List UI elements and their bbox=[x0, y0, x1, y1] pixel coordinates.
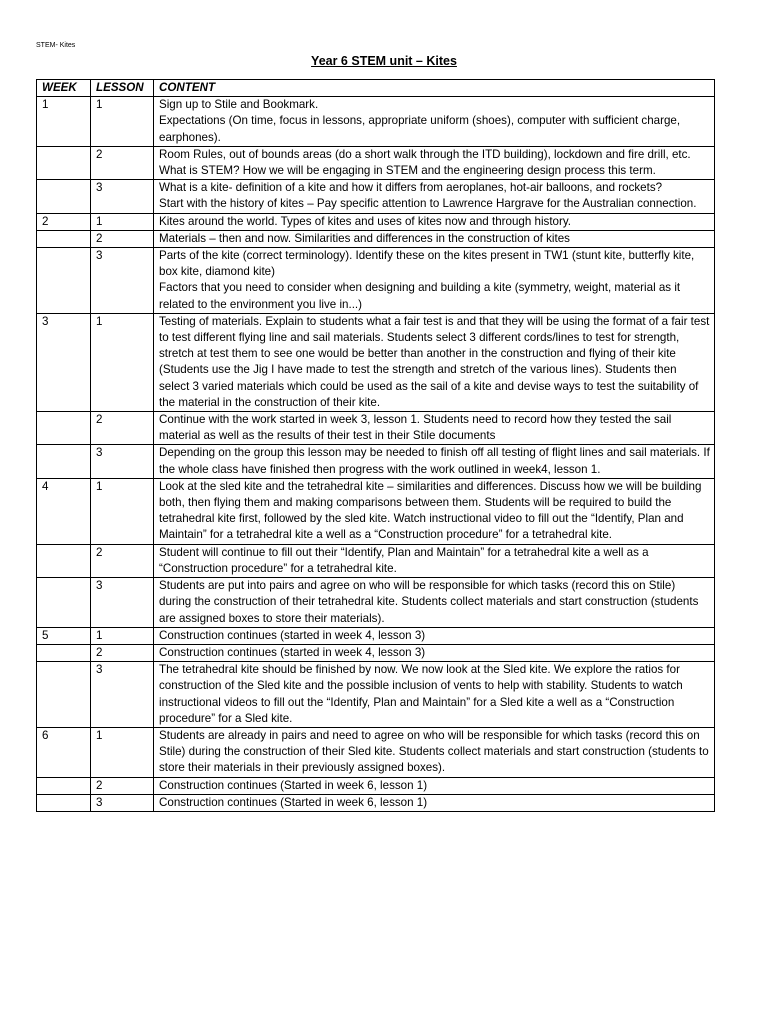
week-cell: 1 bbox=[37, 97, 91, 147]
lesson-cell: 1 bbox=[91, 97, 154, 147]
table-row bbox=[37, 544, 715, 577]
content-paragraph: Start with the history of kites – Pay specific attention to Lawrence Hargrave for the Australian connection. bbox=[159, 197, 697, 211]
content-paragraph: Depending on the group this lesson may be needed to finish off all testing of flight lines and sail materials. If the whole class have finished then progress with the work outlined in week4, lesson 1. bbox=[159, 446, 710, 476]
table-row bbox=[37, 313, 715, 411]
content-paragraph: Student will continue to fill out their “Identify, Plan and Maintain” for a tetrahedral kite a well as a “Construction procedure” for a tetrahedral kite. bbox=[159, 545, 649, 575]
content-cell bbox=[154, 727, 715, 777]
lesson-cell: 1 bbox=[91, 727, 154, 777]
week-cell bbox=[37, 578, 91, 628]
week-cell bbox=[37, 412, 91, 445]
content-cell bbox=[154, 627, 715, 644]
content-cell bbox=[154, 146, 715, 179]
lesson-cell: 3 bbox=[91, 578, 154, 628]
week-cell bbox=[37, 146, 91, 179]
lesson-cell: 3 bbox=[91, 180, 154, 213]
column-header-week: WEEK bbox=[37, 80, 91, 97]
table-row bbox=[37, 627, 715, 644]
week-cell: 6 bbox=[37, 727, 91, 777]
lesson-cell: 2 bbox=[91, 230, 154, 247]
lesson-cell: 3 bbox=[91, 248, 154, 314]
header-note: STEM- Kites bbox=[36, 42, 76, 49]
table-header-row bbox=[37, 80, 715, 97]
content-paragraph: The tetrahedral kite should be finished by now. We now look at the Sled kite. We explore the ratios for construction of the Sled kite and the possible inclusion of vents to help with stability. Students to watch instructional videos to fill out the “Identify, Plan and Maintain” for a Sled kite a well as a “Construction procedure” for a Sled kite. bbox=[159, 663, 683, 725]
content-cell bbox=[154, 478, 715, 544]
table-row bbox=[37, 727, 715, 777]
lesson-cell: 1 bbox=[91, 313, 154, 411]
content-cell bbox=[154, 578, 715, 628]
lesson-cell: 2 bbox=[91, 146, 154, 179]
lesson-cell: 3 bbox=[91, 794, 154, 811]
table-row bbox=[37, 146, 715, 179]
week-cell: 2 bbox=[37, 213, 91, 230]
content-cell bbox=[154, 180, 715, 213]
content-paragraph: Students are put into pairs and agree on who will be responsible for which tasks (record this on Stile) during the construction of their tetrahedral kite. Students collect materials and start construction (students are assigned boxes to store their materials). bbox=[159, 579, 699, 625]
content-paragraph: Students are already in pairs and need to agree on who will be responsible for which tasks (record this on Stile) during the construction of their Sled kite. Students collect materials and start construction (students to store their materials in their previously assigned boxes). bbox=[159, 728, 709, 775]
table-row bbox=[37, 230, 715, 247]
content-cell bbox=[154, 544, 715, 577]
lesson-cell: 1 bbox=[91, 478, 154, 544]
lesson-cell: 2 bbox=[91, 412, 154, 445]
week-cell bbox=[37, 544, 91, 577]
content-cell bbox=[154, 230, 715, 247]
column-header-lesson: LESSON bbox=[91, 80, 154, 97]
table-row bbox=[37, 412, 715, 445]
week-cell bbox=[37, 230, 91, 247]
table-row bbox=[37, 794, 715, 811]
content-cell bbox=[154, 445, 715, 478]
content-cell bbox=[154, 313, 715, 411]
table-row bbox=[37, 478, 715, 544]
week-cell bbox=[37, 662, 91, 728]
content-cell bbox=[154, 777, 715, 794]
unit-plan-table bbox=[36, 79, 715, 812]
table-row bbox=[37, 644, 715, 661]
content-cell bbox=[154, 213, 715, 230]
lesson-cell: 3 bbox=[91, 445, 154, 478]
content-paragraph: What is STEM? How we will be engaging in STEM and the engineering design process this term. bbox=[159, 164, 656, 178]
page-title: Year 6 STEM unit – Kites bbox=[311, 54, 457, 68]
content-paragraph: Construction continues (Started in week 6, lesson 1) bbox=[159, 778, 428, 792]
table-row bbox=[37, 97, 715, 147]
content-paragraph: Expectations (On time, focus in lessons, appropriate uniform (shoes), computer with sufficient charge, earphones). bbox=[159, 114, 681, 144]
week-cell: 3 bbox=[37, 313, 91, 411]
content-paragraph: Construction continues (Started in week 6, lesson 1) bbox=[159, 795, 428, 809]
content-paragraph: What is a kite- definition of a kite and how it differs from aeroplanes, hot-air balloons, and rockets? bbox=[159, 181, 663, 195]
content-paragraph: Sign up to Stile and Bookmark. bbox=[159, 98, 319, 112]
content-paragraph: Testing of materials. Explain to students what a fair test is and that they will be using the format of a fair test to test different flying line and sail materials. Students select 3 different cords/lines to test for strength, stretch at test them to see one would be better than another in the construction and flying of their kite (Students use the Jig I have made to test the strength and stretch of the various lines). Students then select 3 varied materials which could be used as the sail of a kite and devise ways to test the suitability of the material in the construction of their kite. bbox=[159, 314, 710, 409]
table-row bbox=[37, 213, 715, 230]
content-paragraph: Factors that you need to consider when designing and building a kite (symmetry, weight, material as it related to the environment you live in...) bbox=[159, 281, 681, 311]
content-cell bbox=[154, 248, 715, 314]
content-paragraph: Kites around the world. Types of kites and uses of kites now and through history. bbox=[159, 214, 572, 228]
table-row bbox=[37, 445, 715, 478]
lesson-cell: 2 bbox=[91, 777, 154, 794]
content-paragraph: Room Rules, out of bounds areas (do a short walk through the ITD building), lockdown and fire drill, etc. bbox=[159, 147, 691, 161]
week-cell: 5 bbox=[37, 627, 91, 644]
week-cell bbox=[37, 180, 91, 213]
content-paragraph: Continue with the work started in week 3, lesson 1. Students need to record how they tested the sail material as well as the results of their test in their Stile documents bbox=[159, 413, 672, 443]
week-cell bbox=[37, 445, 91, 478]
content-cell bbox=[154, 97, 715, 147]
content-paragraph: Construction continues (started in week 4, lesson 3) bbox=[159, 645, 426, 659]
content-paragraph: Look at the sled kite and the tetrahedral kite – similarities and differences. Discuss how we will be building both, then flying them and making comparisons between them. Students will be required to build the tetrahedral kite first, followed by the sled kite. Watch instructional video to fill out the “Identify, Plan and Maintain” for a tetrahedral kite a well as a “Construction procedure” for a tetrahedral kite. bbox=[159, 479, 702, 542]
week-cell: 4 bbox=[37, 478, 91, 544]
content-cell bbox=[154, 794, 715, 811]
week-cell bbox=[37, 248, 91, 314]
lesson-cell: 2 bbox=[91, 644, 154, 661]
content-cell bbox=[154, 412, 715, 445]
lesson-cell: 1 bbox=[91, 627, 154, 644]
content-cell bbox=[154, 644, 715, 661]
table-row bbox=[37, 248, 715, 314]
lesson-cell: 1 bbox=[91, 213, 154, 230]
week-cell bbox=[37, 777, 91, 794]
content-paragraph: Materials – then and now. Similarities and differences in the construction of kites bbox=[159, 231, 570, 245]
table-body bbox=[37, 97, 715, 812]
table-row bbox=[37, 777, 715, 794]
content-paragraph: Construction continues (started in week 4, lesson 3) bbox=[159, 628, 426, 642]
lesson-cell: 3 bbox=[91, 662, 154, 728]
table-row bbox=[37, 180, 715, 213]
week-cell bbox=[37, 644, 91, 661]
content-paragraph: Parts of the kite (correct terminology). Identify these on the kites present in TW1 (stunt kite, butterfly kite, box kite, diamond kite) bbox=[159, 249, 695, 279]
lesson-cell: 2 bbox=[91, 544, 154, 577]
table-row bbox=[37, 662, 715, 728]
column-header-content: CONTENT bbox=[154, 80, 715, 97]
table-row bbox=[37, 578, 715, 628]
content-cell bbox=[154, 662, 715, 728]
week-cell bbox=[37, 794, 91, 811]
